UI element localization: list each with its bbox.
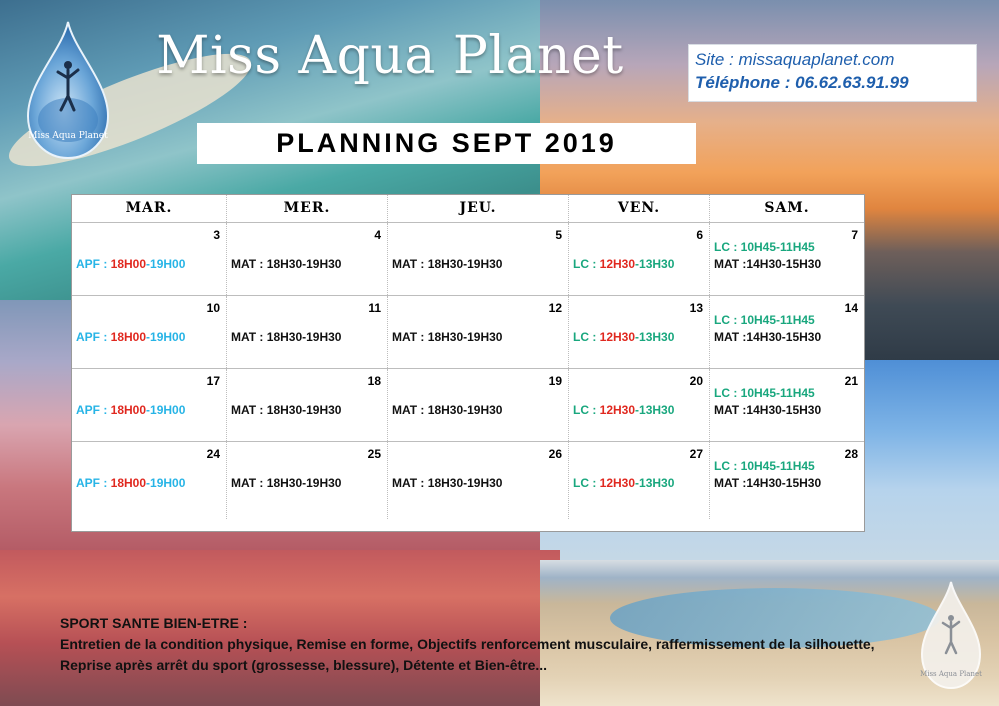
calendar-cell xyxy=(710,442,864,519)
day-header-sat: SAM. xyxy=(764,200,810,216)
lc-session: LC : 10H45-11H45 xyxy=(714,240,815,254)
day-number: 12 xyxy=(548,301,562,315)
session-end: 19H00 xyxy=(150,257,186,271)
session-label: LC : xyxy=(573,476,600,490)
mat-session: MAT : 18H30-19H30 xyxy=(392,476,503,490)
session-start: 18H00 xyxy=(110,330,147,344)
session-sep: - xyxy=(635,330,640,344)
day-header-wed: MER. xyxy=(227,195,388,222)
mat-session: MAT : 18H30-19H30 xyxy=(231,330,342,344)
calendar-cell xyxy=(569,442,710,519)
week-row xyxy=(72,223,864,296)
week-row xyxy=(72,369,864,442)
day-number: 28 xyxy=(844,447,858,461)
mat-session: MAT : 18H30-19H30 xyxy=(231,403,342,417)
calendar-cell xyxy=(72,223,227,295)
apf-session xyxy=(76,476,185,490)
session-start: 18H00 xyxy=(110,403,147,417)
session-sep: - xyxy=(146,257,151,271)
mat-session: MAT :14H30-15H30 xyxy=(714,257,822,271)
session-label: APF : xyxy=(76,403,111,417)
day-number: 20 xyxy=(689,374,703,388)
day-number: 14 xyxy=(844,301,858,315)
drop-logo-text: Miss Aqua Planet xyxy=(28,131,108,141)
day-number: 5 xyxy=(555,228,562,242)
calendar-cell xyxy=(710,369,864,441)
session-start: 12H30 xyxy=(599,257,636,271)
sport-description xyxy=(60,613,910,676)
day-number: 7 xyxy=(851,228,858,242)
apf-session xyxy=(76,403,185,417)
lc-session xyxy=(573,257,674,271)
session-end: 13H30 xyxy=(639,330,675,344)
calendar-cell xyxy=(388,296,569,368)
mat-session: MAT : 18H30-19H30 xyxy=(392,330,503,344)
calendar-cell xyxy=(388,369,569,441)
calendar-cell xyxy=(227,223,388,295)
day-header-fri: VEN. xyxy=(569,195,710,222)
calendar-cell xyxy=(569,369,710,441)
calendar-cell xyxy=(569,223,710,295)
calendar-cell xyxy=(710,296,864,368)
calendar-cell xyxy=(72,369,227,441)
water-drop-logo-small-icon xyxy=(918,580,984,690)
session-start: 18H00 xyxy=(110,476,147,490)
day-number: 24 xyxy=(206,447,220,461)
day-header-thu: JEU. xyxy=(388,195,569,222)
lc-session xyxy=(573,330,674,344)
lc-session xyxy=(573,403,674,417)
session-end: 19H00 xyxy=(150,403,186,417)
session-end: 13H30 xyxy=(639,476,675,490)
calendar-cell xyxy=(227,369,388,441)
session-sep: - xyxy=(635,257,640,271)
day-header-tue: MAR. xyxy=(72,195,227,222)
session-sep: - xyxy=(146,476,151,490)
session-label: APF : xyxy=(76,257,111,271)
brand-title: Miss Aqua Planet xyxy=(156,26,624,86)
day-number: 26 xyxy=(548,447,562,461)
calendar-cell xyxy=(227,442,388,519)
session-start: 18H00 xyxy=(110,257,147,271)
day-number: 25 xyxy=(367,447,381,461)
calendar-cell xyxy=(569,296,710,368)
session-end: 19H00 xyxy=(150,476,186,490)
day-number: 19 xyxy=(548,374,562,388)
calendar-cell xyxy=(388,223,569,295)
day-number: 11 xyxy=(368,301,381,315)
session-end: 13H30 xyxy=(639,403,675,417)
session-sep: - xyxy=(635,476,640,490)
schedule-calendar xyxy=(71,194,865,532)
day-number: 17 xyxy=(206,374,220,388)
session-start: 12H30 xyxy=(599,403,636,417)
lc-session: LC : 10H45-11H45 xyxy=(714,459,815,473)
mat-session: MAT :14H30-15H30 xyxy=(714,403,822,417)
calendar-cell xyxy=(710,223,864,295)
water-drop-logo-icon xyxy=(22,20,114,160)
mat-session: MAT : 18H30-19H30 xyxy=(231,257,342,271)
session-sep: - xyxy=(146,403,151,417)
session-sep: - xyxy=(635,403,640,417)
day-number: 10 xyxy=(206,301,220,315)
week-row xyxy=(72,296,864,369)
lc-session: LC : 10H45-11H45 xyxy=(714,386,815,400)
session-start: 12H30 xyxy=(599,330,636,344)
site-link[interactable]: Site : missaquaplanet.com xyxy=(695,50,895,69)
sport-body: Entretien de la condition physique, Remise en forme, Objectifs renforcement musculaire, raffermissement de la silhouette, Reprise après arrêt du sport (grossesse, blessure), Détente et Bien-être... xyxy=(60,636,875,673)
session-sep: - xyxy=(146,330,151,344)
session-label: APF : xyxy=(76,330,111,344)
session-end: 19H00 xyxy=(150,330,186,344)
apf-session xyxy=(76,257,185,271)
calendar-cell xyxy=(72,296,227,368)
session-label: LC : xyxy=(573,403,600,417)
session-label: LC : xyxy=(573,330,600,344)
mat-session: MAT : 18H30-19H30 xyxy=(392,403,503,417)
planning-heading: PLANNING SEPT 2019 xyxy=(197,123,696,164)
day-number: 27 xyxy=(689,447,703,461)
sport-heading: SPORT SANTE BIEN-ETRE : xyxy=(60,615,248,631)
lc-session xyxy=(573,476,674,490)
contact-box xyxy=(688,44,977,102)
day-number: 6 xyxy=(696,228,703,242)
phone-number[interactable]: Téléphone : 06.62.63.91.99 xyxy=(695,73,909,92)
session-label: APF : xyxy=(76,476,111,490)
calendar-cell xyxy=(388,442,569,519)
lc-session: LC : 10H45-11H45 xyxy=(714,313,815,327)
calendar-header xyxy=(72,195,864,223)
mat-session: MAT : 18H30-19H30 xyxy=(392,257,503,271)
session-end: 13H30 xyxy=(639,257,675,271)
apf-session xyxy=(76,330,185,344)
week-row xyxy=(72,442,864,519)
session-start: 12H30 xyxy=(599,476,636,490)
day-number: 4 xyxy=(374,228,381,242)
mat-session: MAT : 18H30-19H30 xyxy=(231,476,342,490)
calendar-cell xyxy=(72,442,227,519)
drop-logo-small-text: Miss Aqua Planet xyxy=(920,670,982,678)
day-number: 21 xyxy=(844,374,858,388)
day-number: 13 xyxy=(689,301,703,315)
session-label: LC : xyxy=(573,257,600,271)
calendar-cell xyxy=(227,296,388,368)
day-number: 18 xyxy=(367,374,381,388)
mat-session: MAT :14H30-15H30 xyxy=(714,476,822,490)
day-number: 3 xyxy=(213,228,220,242)
mat-session: MAT :14H30-15H30 xyxy=(714,330,822,344)
